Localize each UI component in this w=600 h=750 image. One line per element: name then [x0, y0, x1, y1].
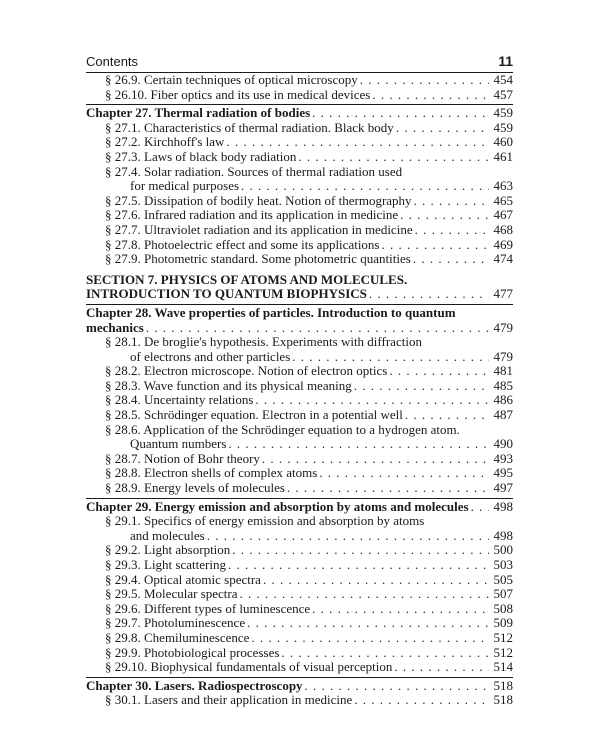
toc-entry-27-4-cont[interactable]: for medical purposes . . . 463 — [86, 179, 513, 194]
toc-entry-28-4[interactable]: § 28.4. Uncertainty relations . . . 486 — [86, 393, 513, 408]
toc-entry-28-6-cont[interactable]: Quantum numbers . . . 490 — [86, 437, 513, 452]
toc-entry-29-5[interactable]: § 29.5. Molecular spectra . . . 507 — [86, 587, 513, 602]
toc-entry-28-3[interactable]: § 28.3. Wave function and its physical meaning . . . 485 — [86, 379, 513, 394]
toc-entry-29-10[interactable]: § 29.10. Biophysical fundamentals of visual perception . . . 514 — [86, 660, 513, 675]
toc-entry-26-10[interactable]: § 26.10. Fiber optics and its use in medical devices . . . 457 — [86, 88, 513, 103]
toc-entry-29-4[interactable]: § 29.4. Optical atomic spectra . . . 505 — [86, 573, 513, 588]
toc-entry-27-8[interactable]: § 27.8. Photoelectric effect and some its applications . . . 469 — [86, 238, 513, 253]
toc-entry-29-1-cont[interactable]: and molecules . . . 498 — [86, 529, 513, 544]
toc-entry-26-9[interactable]: § 26.9. Certain techniques of optical microscopy . . . 454 — [86, 73, 513, 88]
toc-entry-28-8[interactable]: § 28.8. Electron shells of complex atoms . . . 495 — [86, 466, 513, 481]
toc-entry-27-1[interactable]: § 27.1. Characteristics of thermal radiation. Black body . . . 459 — [86, 121, 513, 136]
toc-entry-28-7[interactable]: § 28.7. Notion of Bohr theory . . . 493 — [86, 452, 513, 467]
toc-entry-28-6[interactable]: § 28.6. Application of the Schrödinger equation to a hydrogen atom. — [105, 421, 460, 437]
toc-entry-29-7[interactable]: § 29.7. Photoluminescence . . . 509 — [86, 616, 513, 631]
toc-chapter-28[interactable]: Chapter 28. Wave properties of particles. Introduction to quantum — [86, 304, 456, 320]
toc-chapter-28-cont[interactable]: mechanics . . . 479 — [86, 321, 513, 336]
toc-entry-30-1[interactable]: § 30.1. Lasers and their application in medicine . . . 518 — [86, 693, 513, 708]
toc-entry-27-4[interactable]: § 27.4. Solar radiation. Sources of thermal radiation used — [105, 163, 403, 179]
divider — [86, 102, 513, 106]
toc-entry-27-7[interactable]: § 27.7. Ultraviolet radiation and its application in medicine . . . 468 — [86, 223, 513, 238]
toc-entry-27-5[interactable]: § 27.5. Dissipation of bodily heat. Notion of thermography . . . 465 — [86, 194, 513, 209]
running-header — [86, 54, 513, 74]
toc-entry-29-8[interactable]: § 29.8. Chemiluminescence . . . 512 — [86, 631, 513, 646]
toc-chapter-30[interactable]: Chapter 30. Lasers. Radiospectroscopy . . . 518 — [86, 679, 513, 694]
toc-chapter-29[interactable]: Chapter 29. Energy emission and absorption by atoms and molecules . . . 498 — [86, 500, 513, 515]
toc-entry-27-9[interactable]: § 27.9. Photometric standard. Some photometric quantities . . . 474 — [86, 252, 513, 267]
table-of-contents — [86, 73, 513, 708]
toc-entry-27-3[interactable]: § 27.3. Laws of black body radiation . . . 461 — [86, 150, 513, 165]
toc-chapter-27[interactable]: Chapter 27. Thermal radiation of bodies . . . 459 — [86, 106, 513, 121]
toc-entry-29-1[interactable]: § 29.1. Specifics of energy emission and absorption by atoms — [105, 513, 425, 529]
toc-entry-28-2[interactable]: § 28.2. Electron microscope. Notion of electron optics . . . 481 — [86, 364, 513, 379]
toc-entry-28-1-cont[interactable]: of electrons and other particles . . . 479 — [86, 350, 513, 365]
page-number: 11 — [498, 53, 513, 69]
header-title: Contents — [86, 54, 139, 69]
divider — [86, 496, 513, 500]
toc-entry-29-9[interactable]: § 29.9. Photobiological processes . . . 512 — [86, 646, 513, 661]
toc-section-7-cont[interactable]: INTRODUCTION TO QUANTUM BIOPHYSICS . . . 477 — [86, 287, 513, 302]
divider — [86, 675, 513, 679]
toc-section-7[interactable]: SECTION 7. PHYSICS OF ATOMS AND MOLECULES. — [86, 271, 408, 287]
toc-entry-28-9[interactable]: § 28.9. Energy levels of molecules . . . 497 — [86, 481, 513, 496]
toc-entry-29-6[interactable]: § 29.6. Different types of luminescence . . . 508 — [86, 602, 513, 617]
toc-entry-29-3[interactable]: § 29.3. Light scattering . . . 503 — [86, 558, 513, 573]
toc-entry-27-2[interactable]: § 27.2. Kirchhoff's law . . . 460 — [86, 135, 513, 150]
toc-entry-28-5[interactable]: § 28.5. Schrödinger equation. Electron in a potential well . . . 487 — [86, 408, 513, 423]
divider — [86, 302, 513, 306]
toc-entry-27-6[interactable]: § 27.6. Infrared radiation and its application in medicine . . . 467 — [86, 208, 513, 223]
toc-entry-28-1[interactable]: § 28.1. De broglie's hypothesis. Experiments with diffraction — [105, 334, 422, 350]
toc-entry-29-2[interactable]: § 29.2. Light absorption . . . 500 — [86, 543, 513, 558]
